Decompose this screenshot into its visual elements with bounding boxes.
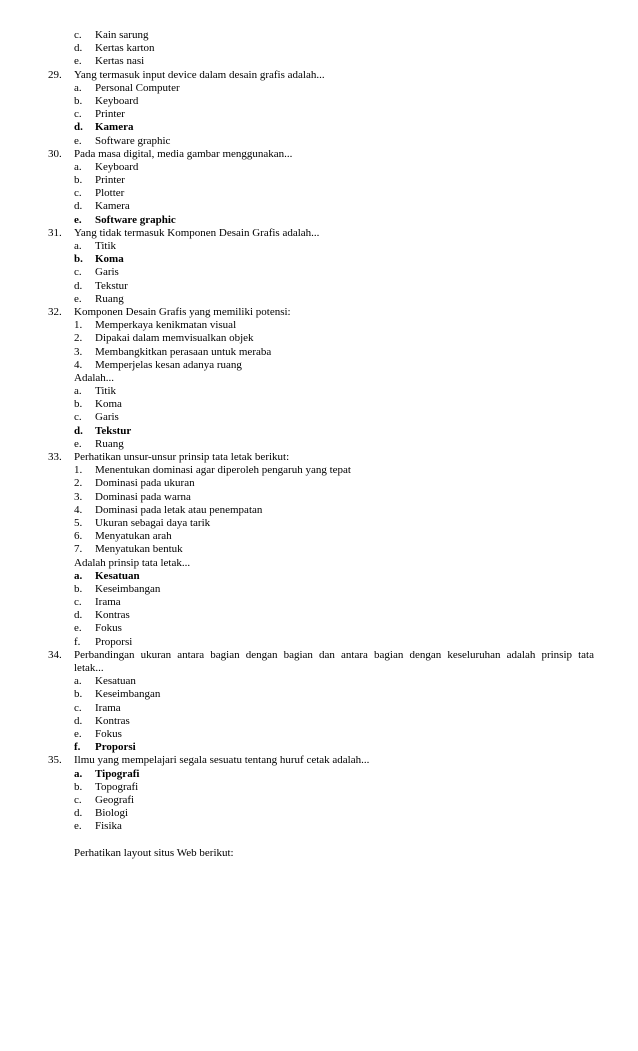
option-label: d. [74,424,83,437]
paragraph-line [0,557,638,570]
answer-option [0,161,638,174]
answer-option [0,187,638,200]
option-text: Kertas karton [95,42,155,55]
question-text: Yang tidak termasuk Komponen Desain Grafis adalah... [74,226,320,239]
answer-option [0,240,638,253]
option-label: d. [74,121,83,134]
option-label: e. [74,134,82,147]
answer-option [0,82,638,95]
option-text: Kertas nasi [95,55,145,68]
answer-option [0,609,638,622]
option-text: Kontras [95,714,130,727]
answer-option-correct [0,425,638,438]
question-row [0,649,638,662]
answer-option-correct [0,121,638,134]
option-text: Kesatuan [95,569,140,582]
answer-option [0,517,638,530]
option-text: Titik [95,385,117,398]
question-text: Komponen Desain Grafis yang memiliki potensi: [74,305,291,318]
question-number: 35. [48,754,62,767]
option-label: b. [74,253,83,266]
option-text: Kesatuan [95,675,136,688]
answer-option [0,332,638,345]
answer-option [0,398,638,411]
option-label: 3. [74,490,83,503]
option-text: Kontras [95,609,130,622]
answer-option [0,820,638,833]
option-label: a. [74,569,83,582]
option-text: Geografi [95,793,135,806]
question-text: Ilmu yang mempelajari segala sesuatu tentang huruf cetak adalah... [74,754,370,767]
option-label: c. [74,596,82,609]
paragraph-line [0,372,638,385]
option-text: Printer [95,174,125,187]
option-text: Printer [95,108,125,121]
answer-option-correct [0,741,638,754]
option-label: 1. [74,464,83,477]
answer-option-correct [0,768,638,781]
question-text: Perhatikan unsur-unsur prinsip tata letak berikut: [74,451,290,463]
answer-option [0,29,638,42]
option-label: b. [74,398,83,411]
option-text: Proporsi [95,741,136,754]
option-label: e. [74,622,82,635]
option-text: Kamera [95,200,130,213]
answer-option-correct [0,570,638,583]
option-text: Dominasi pada letak atau penempatan [95,503,263,516]
answer-option [0,55,638,68]
option-text: Ruang [95,437,124,450]
answer-option [0,411,638,424]
answer-option [0,477,638,490]
answer-option [0,135,638,148]
answer-option [0,807,638,820]
option-label: c. [74,411,82,424]
option-label: e. [74,55,82,68]
option-text: Garis [95,266,119,279]
paragraph-line [0,847,638,860]
option-label: d. [74,200,83,213]
option-label: c. [74,108,82,121]
option-text: Proporsi [95,635,133,648]
option-label: a. [74,767,83,780]
answer-option [0,464,638,477]
option-text: Irama [95,701,121,714]
option-text: Menyatukan bentuk [95,543,183,556]
question-number: 33. [48,451,62,463]
option-text: Menyatukan arah [95,530,172,543]
option-label: f. [74,741,81,754]
answer-option [0,293,638,306]
option-label: 2. [74,477,83,490]
option-text: Membangkitkan perasaan untuk meraba [95,345,272,358]
answer-option [0,583,638,596]
option-text: Memperjelas kesan adanya ruang [95,358,242,371]
option-text: Dominasi pada warna [95,490,191,503]
option-text: Memperkaya kenikmatan visual [95,319,237,332]
option-label: 3. [74,345,83,358]
answer-option [0,280,638,293]
option-label: f. [74,635,81,648]
option-text: Topografi [95,780,139,793]
question-text: Pada masa digital, media gambar menggunakan... [74,147,293,160]
option-label: c. [74,266,82,279]
question-number: 31. [48,226,62,239]
answer-option [0,438,638,451]
question-row [0,148,638,161]
answer-option [0,42,638,55]
answer-option [0,702,638,715]
option-text: Dominasi pada ukuran [95,477,195,490]
option-label: b. [74,174,83,187]
option-label: c. [74,187,82,200]
answer-option [0,319,638,332]
option-text: Personal Computer [95,81,180,94]
question-row-continued [0,662,638,675]
document-page [0,29,638,860]
answer-option [0,636,638,649]
option-text: Koma [95,398,122,411]
option-label: c. [74,29,82,41]
option-text: Keseimbangan [95,582,161,595]
option-label: a. [74,81,82,94]
question-row [0,754,638,767]
option-label: a. [74,385,82,398]
answer-option [0,504,638,517]
option-text: Software graphic [95,213,176,226]
answer-option [0,688,638,701]
option-label: d. [74,42,83,55]
option-label: d. [74,609,83,622]
option-text: Keyboard [95,160,139,173]
option-label: e. [74,727,82,740]
option-text: Ukuran sebagai daya tarik [95,516,211,529]
answer-option [0,174,638,187]
question-row [0,227,638,240]
option-text: Tekstur [95,279,128,292]
answer-option [0,530,638,543]
question-number: 29. [48,68,62,81]
option-text: Fokus [95,622,122,635]
option-text: Titik [95,240,117,252]
option-label: c. [74,701,82,714]
option-text: Fokus [95,727,122,740]
question-number: 34. [48,648,62,661]
option-label: d. [74,279,83,292]
option-text: Software graphic [95,134,171,147]
answer-option [0,491,638,504]
paragraph-text: Adalah prinsip tata letak... [74,556,191,569]
option-text: Kain sarung [95,29,149,41]
option-label: b. [74,582,83,595]
question-number: 32. [48,305,62,318]
option-label: 5. [74,516,83,529]
answer-option [0,715,638,728]
answer-option [0,346,638,359]
option-text: Ruang [95,292,124,305]
answer-option [0,675,638,688]
option-text: Tipografi [95,767,140,780]
option-label: b. [74,688,83,701]
option-label: 2. [74,332,83,345]
option-text: Irama [95,596,121,609]
question-row [0,306,638,319]
answer-option [0,95,638,108]
answer-option-correct [0,253,638,266]
option-label: a. [74,675,82,688]
option-label: 4. [74,358,83,371]
answer-option [0,543,638,556]
option-text: Fisika [95,820,122,833]
question-row [0,451,638,464]
option-text: Plotter [95,187,125,200]
answer-option [0,622,638,635]
question-text-continued: letak... [74,662,104,674]
option-label: 6. [74,530,83,543]
paragraph-text: Perhatikan layout situs Web berikut: [74,846,234,859]
answer-option [0,108,638,121]
spacer [0,833,638,846]
option-label: b. [74,94,83,107]
option-label: c. [74,793,82,806]
option-label: d. [74,807,83,820]
answer-option [0,359,638,372]
answer-option [0,200,638,213]
option-label: e. [74,213,82,226]
option-label: a. [74,160,82,173]
option-text: Biologi [95,807,129,820]
option-text: Keseimbangan [95,688,161,701]
option-label: e. [74,437,82,450]
option-label: a. [74,240,82,252]
answer-option [0,781,638,794]
option-text: Koma [95,253,124,266]
option-label: 7. [74,543,83,556]
question-text: Perbandingan ukuran antara bagian dengan bagian dan antara bagian dengan keseluruhan adalah prinsip tata [74,648,594,661]
question-number: 30. [48,147,62,160]
option-text: Menentukan dominasi agar diperoleh pengaruh yang tepat [95,464,351,477]
question-row [0,69,638,82]
answer-option [0,794,638,807]
option-label: d. [74,714,83,727]
option-text: Dipakai dalam memvisualkan objek [95,332,254,345]
answer-option [0,728,638,741]
answer-option [0,266,638,279]
option-label: e. [74,820,82,833]
option-text: Garis [95,411,119,424]
option-label: 4. [74,503,83,516]
option-text: Keyboard [95,94,139,107]
question-text: Yang termasuk input device dalam desain grafis adalah... [74,68,325,81]
answer-option [0,385,638,398]
answer-option-correct [0,214,638,227]
option-text: Kamera [95,121,134,134]
paragraph-text: Adalah... [74,371,115,384]
answer-option [0,596,638,609]
option-label: 1. [74,319,83,332]
option-label: b. [74,780,83,793]
option-text: Tekstur [95,424,132,437]
option-label: e. [74,292,82,305]
